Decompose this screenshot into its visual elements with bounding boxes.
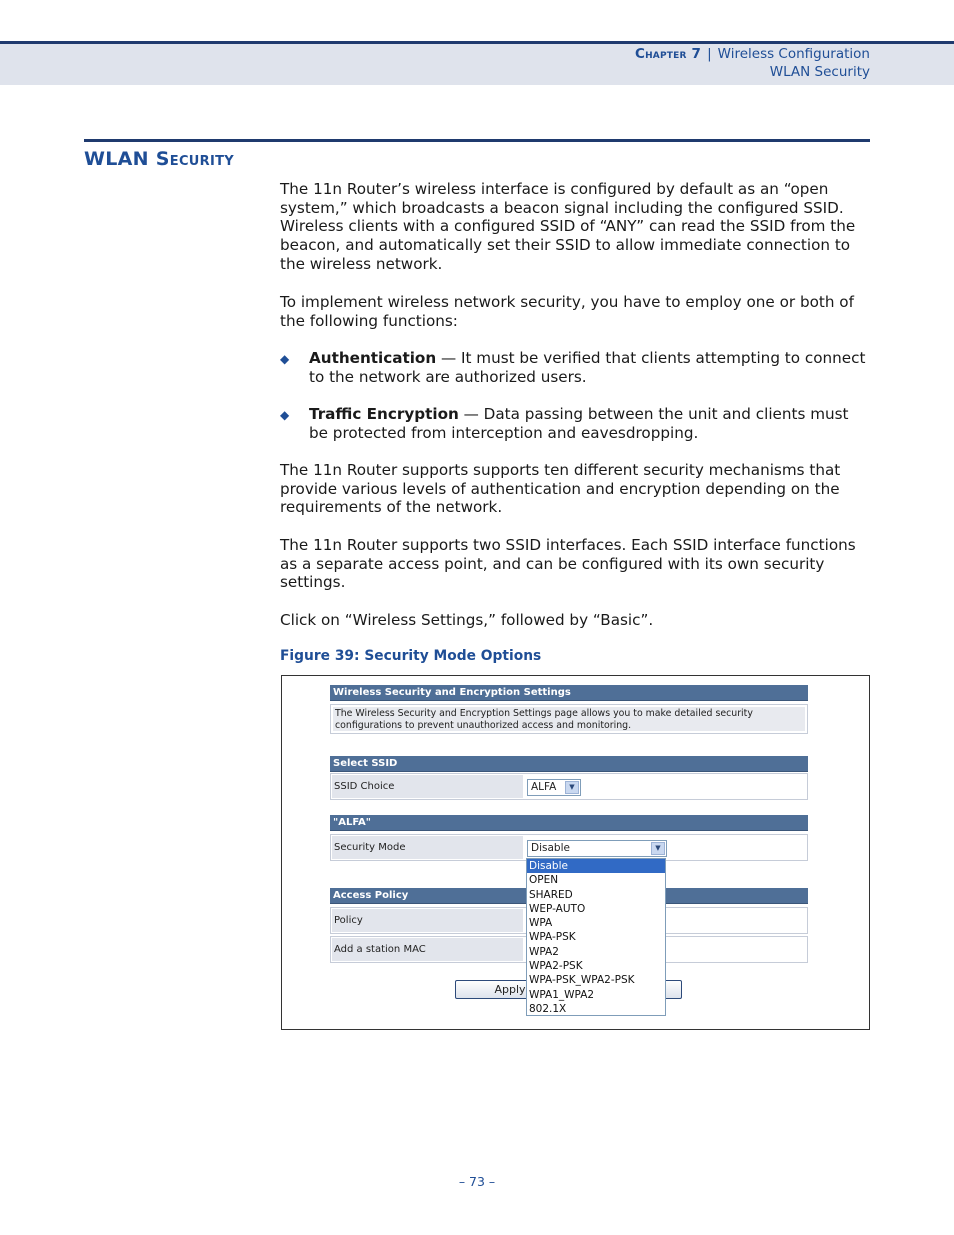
figure-caption: Figure 39: Security Mode Options (280, 648, 542, 664)
ui-header-security-settings: Wireless Security and Encryption Settings (330, 685, 808, 701)
ssid-choice-label: SSID Choice (332, 775, 523, 798)
ssid-choice-value: ALFA (531, 781, 557, 793)
paragraph-intro: The 11n Router’s wireless interface is configured by default as an “open system,” which broadcasts a beacon signal including the configured SSID. Wireless clients with a configured SSID of “ANY” can read the SSID from the beacon, and automatically set their SSID to allow immediate connection to the wireless network. (280, 180, 856, 273)
ui-row-ssid-choice (330, 773, 808, 800)
chevron-down-icon[interactable]: ▼ (651, 842, 665, 855)
bullet-authentication (280, 349, 872, 386)
ui-header-select-ssid: Select SSID (330, 756, 808, 772)
dropdown-option-wpa1-wpa2[interactable]: WPA1_WPA2 (529, 988, 595, 1001)
bullet-text: — Data passing between the unit and clients must be protected from interception and eavesdropping. (309, 405, 849, 442)
ui-row-security-mode (330, 834, 808, 861)
bullet-traffic-encryption (280, 405, 872, 442)
security-mode-select[interactable] (527, 840, 667, 857)
running-header-section: WLAN Security (769, 64, 870, 80)
paragraph-functions: To implement wireless network security, you have to employ one or both of the following functions: (280, 293, 854, 330)
apply-button[interactable]: Apply (455, 980, 565, 999)
ui-description-box (330, 704, 808, 734)
chevron-down-icon[interactable]: ▼ (565, 781, 579, 794)
security-mode-label: Security Mode (332, 836, 523, 859)
dropdown-option-open[interactable]: OPEN (529, 874, 559, 887)
ui-description-text: The Wireless Security and Encryption Settings page allows you to make detailed security configurations to prevent unauthorized access and monitoring. (333, 707, 805, 731)
diamond-bullet-icon: ◆ (280, 408, 290, 422)
bullet-text: — It must be verified that clients attempting to connect to the network are authorized users. (309, 349, 866, 386)
bullet-term: Traffic Encryption (309, 405, 459, 423)
dropdown-option-wpa-psk[interactable]: WPA-PSK (529, 931, 576, 944)
security-mode-value: Disable (531, 842, 570, 854)
paragraph-click-instruction: Click on “Wireless Settings,” followed by “Basic”. (280, 611, 654, 629)
dropdown-option-wpa[interactable]: WPA (529, 917, 553, 930)
policy-label: Policy (332, 909, 523, 932)
bullet-term: Authentication (309, 349, 437, 367)
dropdown-option-wpa2[interactable]: WPA2 (529, 945, 559, 958)
dropdown-option-shared[interactable]: SHARED (529, 888, 573, 901)
running-header-chapter (635, 46, 870, 62)
figure-security-mode-options (281, 675, 870, 1030)
dropdown-option-802-1x[interactable]: 802.1X (529, 1002, 567, 1015)
paragraph-mechanisms: The 11n Router supports supports ten different security mechanisms that provide various levels of authentication and encryption depending on the requirements of the network. (280, 461, 841, 517)
dropdown-option-wpa-psk-wpa2-psk[interactable]: WPA-PSK_WPA2-PSK (529, 974, 635, 987)
header-separator: | (707, 46, 712, 62)
add-station-label: Add a station MAC (332, 938, 523, 961)
diamond-bullet-icon: ◆ (280, 352, 290, 366)
page-number: – 73 – (458, 1174, 496, 1189)
ssid-choice-cell (525, 775, 806, 798)
ssid-choice-select[interactable] (527, 779, 581, 796)
ui-header-ssid-section: "ALFA" (330, 815, 808, 831)
dropdown-option-wpa2-psk[interactable]: WPA2-PSK (529, 960, 583, 973)
security-mode-dropdown-list[interactable] (526, 858, 666, 1016)
section-title-rule (84, 139, 870, 142)
dropdown-option-wep-auto[interactable]: WEP-AUTO (529, 902, 586, 915)
chapter-title: Wireless Configuration (717, 46, 870, 62)
dropdown-option-disable[interactable]: Disable (527, 859, 665, 873)
paragraph-ssid-interfaces: The 11n Router supports two SSID interfaces. Each SSID interface functions as a separate access point, and can be configured with its own security settings. (280, 536, 856, 592)
security-mode-cell (525, 836, 806, 859)
chapter-label: Chapter 7 (634, 46, 702, 62)
section-title: WLAN Security (84, 148, 234, 170)
ui-header-access-policy: Access Policy (330, 888, 808, 904)
